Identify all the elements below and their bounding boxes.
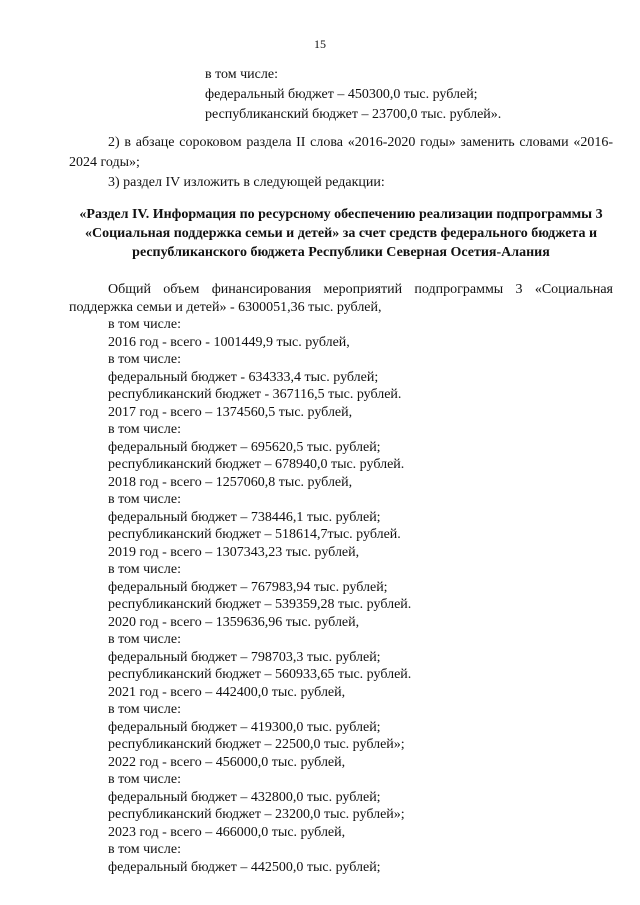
funding-line: 2021 год - всего – 442400,0 тыс. рублей, — [108, 684, 346, 700]
funding-line: 2023 год - всего – 466000,0 тыс. рублей, — [108, 824, 346, 840]
funding-lines — [108, 316, 613, 876]
funding-line: 2022 год - всего – 456000,0 тыс. рублей, — [108, 754, 346, 770]
intro-line: в том числе: — [205, 67, 278, 82]
section-heading: «Раздел IV. Информация по ресурсному обеспечению реализации подпрограммы 3 «Социальная поддержка семьи и детей» за счет средств федерального бюджета и республиканского бюджета Республики Северная Осетия-Алания — [79, 207, 603, 260]
funding-line: федеральный бюджет – 738446,1 тыс. рублей; — [108, 509, 381, 525]
funding-line: в том числе: — [108, 317, 181, 332]
funding-line: 2019 год - всего – 1307343,23 тыс. рублей, — [108, 544, 360, 560]
funding-line: в том числе: — [108, 632, 181, 647]
funding-line: республиканский бюджет – 22500,0 тыс. рублей»; — [108, 737, 405, 752]
total-funding-paragraph: Общий объем финансирования мероприятий подпрограммы 3 «Социальная поддержка семьи и детей» - 6300051,36 тыс. рублей, — [69, 282, 613, 315]
page-number: 15 — [314, 37, 326, 51]
funding-line: республиканский бюджет – 518614,7тыс. рублей. — [108, 527, 401, 542]
funding-line: 2018 год - всего – 1257060,8 тыс. рублей, — [108, 474, 353, 490]
funding-line: 2020 год - всего – 1359636,96 тыс. рублей, — [108, 614, 360, 630]
funding-line: федеральный бюджет – 767983,94 тыс. рублей; — [108, 579, 388, 595]
funding-line: федеральный бюджет - 634333,4 тыс. рублей; — [108, 369, 379, 385]
funding-line: республиканский бюджет – 539359,28 тыс. рублей. — [108, 597, 412, 612]
funding-line: республиканский бюджет – 678940,0 тыс. рублей. — [108, 457, 405, 472]
funding-line: федеральный бюджет – 798703,3 тыс. рублей; — [108, 649, 381, 665]
funding-line: республиканский бюджет – 23200,0 тыс. рублей»; — [108, 807, 405, 822]
paragraph-2: 2) в абзаце сороковом раздела II слова «2016-2020 годы» заменить словами «2016-2024 годы»; — [69, 135, 613, 170]
amendment-paragraphs — [69, 133, 613, 193]
funding-line: в том числе: — [108, 492, 181, 507]
funding-line: 2017 год - всего – 1374560,5 тыс. рублей, — [108, 404, 353, 420]
intro-line: федеральный бюджет – 450300,0 тыс. рублей; — [205, 87, 478, 102]
paragraph-3: 3) раздел IV изложить в следующей редакции: — [108, 175, 385, 190]
funding-line: 2016 год - всего - 1001449,9 тыс. рублей, — [108, 334, 350, 350]
funding-line: республиканский бюджет – 560933,65 тыс. рублей. — [108, 667, 412, 682]
funding-line: в том числе: — [108, 772, 181, 787]
funding-line: в том числе: — [108, 352, 181, 367]
funding-line: в том числе: — [108, 422, 181, 437]
intro-line: республиканский бюджет – 23700,0 тыс. рублей». — [205, 107, 502, 122]
intro-block — [205, 65, 501, 125]
funding-line: федеральный бюджет – 432800,0 тыс. рублей; — [108, 789, 381, 805]
funding-line: федеральный бюджет – 695620,5 тыс. рублей; — [108, 439, 381, 455]
funding-line: в том числе: — [108, 842, 181, 857]
funding-line: в том числе: — [108, 562, 181, 577]
funding-line: республиканский бюджет - 367116,5 тыс. рублей. — [108, 387, 402, 402]
funding-section — [69, 281, 613, 876]
funding-line: федеральный бюджет – 419300,0 тыс. рублей; — [108, 719, 381, 735]
funding-line: федеральный бюджет – 442500,0 тыс. рублей; — [108, 859, 381, 875]
funding-line: в том числе: — [108, 702, 181, 717]
